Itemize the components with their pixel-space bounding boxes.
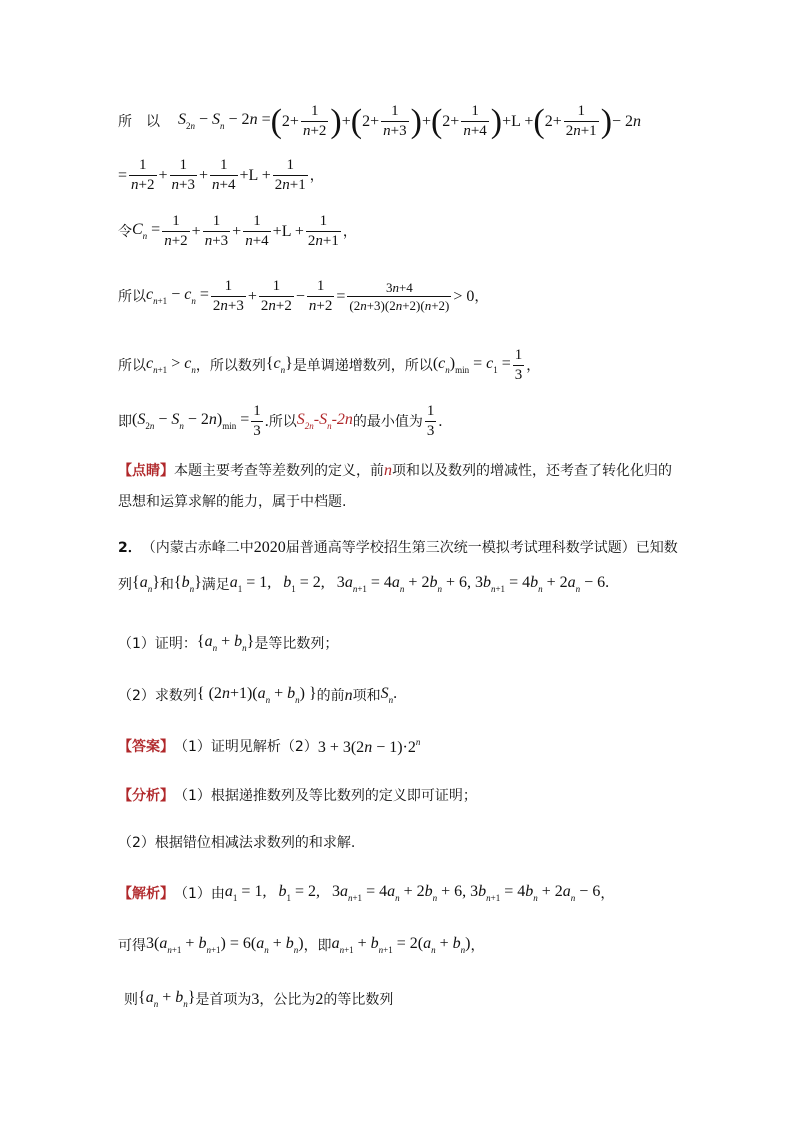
comment-line-1: 【点睛】 本题主要考查等差数列的定义，前 n 项和以及数列的增减性，还考查了转化化归的 bbox=[118, 458, 672, 484]
expr-s2n-sn: $S_{2n} - S_n - 2n$ = bbox=[178, 111, 271, 131]
equation-line-2: = $\frac{1}{n+2}$ + $\frac{1}{n+3}$ + $\frac{1}{n+4}$ +L + $\frac{1}{2n+1}$ ， bbox=[118, 157, 324, 193]
analysis-line-2: （2）根据错位相减法求数列的和求解. bbox=[118, 835, 356, 851]
problem2-line-1: 2． （内蒙古赤峰二中 2020 届普通高等学校招生第三次统一模拟考试理科数学试题）已知数 bbox=[118, 539, 678, 556]
label-suoyi-2: 所以 bbox=[118, 288, 146, 305]
equation-line-4: 所以 $c_{n+1} - c_n$ = $\frac{1}{2n+3}$ + $\frac{1}{2n+2}$ − $\frac{1}{n+2}$ = $\frac{3n+4}{(2n+3)(2n+2)(n+2)}$ > 0 ， bbox=[118, 278, 489, 314]
comment-line-2: 思想和运算求解的能力，属于中档题. bbox=[118, 494, 347, 510]
answer-line: 【答案】 （1）证明见解析（2） $3 + 3(2n - 1)\cdot 2^n$ bbox=[118, 737, 421, 756]
comment-label: 【点睛】 bbox=[118, 463, 174, 479]
red-expression: $S_{2n}-S_n-2n$ bbox=[296, 411, 353, 431]
solution-label: 【解析】 bbox=[118, 885, 174, 902]
analysis-line-1: 【分析】 （1）根据递推数列及等比数列的定义即可证明； bbox=[118, 783, 477, 809]
analysis-label: 【分析】 bbox=[118, 788, 174, 804]
monotone-line: 所以 $c_{n+1} > c_n$ ，所以数列 $\{c_n\}$ 是单调递增数列，所以 $(c_n)_{min} = c_1$ = $\frac{1}{3}$ ， bbox=[118, 347, 541, 383]
label-ji: 即 bbox=[118, 413, 132, 430]
label-ling: 令 bbox=[118, 223, 132, 240]
min-value-line: 即 $(S_{2n} - S_n - 2n)_{min}$ = $\frac{1}{3}$ . 所以 $S_{2n}-S_n-2n$ 的最小值为 $\frac{1}{3}$ . bbox=[118, 403, 443, 439]
answer-label: 【答案】 bbox=[118, 739, 174, 755]
equation-line-1: 所 以 $S_{2n} - S_n - 2n$ = ( 2+ $\frac{1}{n+2}$ ) + ( 2+ $\frac{1}{n+3}$ ) + ( 2+ $\frac{1}{n+4}$ ) +L + ( 2+ $\frac{1}{2n+1}$ ) − 2n bbox=[118, 102, 642, 140]
equation-line-3: 令 $C_n$ = $\frac{1}{n+2}$ + $\frac{1}{n+3}$ + $\frac{1}{n+4}$ +L + $\frac{1}{2n+1}$ ， bbox=[118, 213, 357, 249]
solution-line-2: 可得 $3(a_{n+1} + b_{n+1}) = 6(a_n + b_n)$ ，即 $a_{n+1} + b_{n+1} = 2(a_n + b_n)$ ， bbox=[118, 935, 485, 955]
label-suoyi: 所 以 bbox=[118, 113, 160, 130]
problem2-part1: （1）证明： $\{a_n + b_n\}$ 是等比数列； bbox=[118, 633, 339, 653]
problem2-line-2: 列 $\{a_n\}$ 和 $\{b_n\}$ 满足 $a_1 = 1$, $b_1 = 2$, $3a_{n+1} = 4a_n + 2b_n + 6$, $3b_{n+1} = 4b_n + 2a_n - 6$. bbox=[118, 574, 610, 594]
solution-line-3: 则 $\{a_n + b_n\}$ 是首项为 3 ，公比为 2 的等比数列 bbox=[124, 989, 394, 1009]
solution-line-1: 【解析】 （1）由 $a_1 = 1$, $b_1 = 2$, $3a_{n+1} = 4a_n + 2b_n + 6$, $3b_{n+1} = 4b_n + 2a_n - 6$ ， bbox=[118, 883, 615, 903]
problem2-part2: （2）求数列 { $(2n+1)(a_n + b_n)$ } 的前 n 项和 $S_n$. bbox=[118, 685, 398, 705]
